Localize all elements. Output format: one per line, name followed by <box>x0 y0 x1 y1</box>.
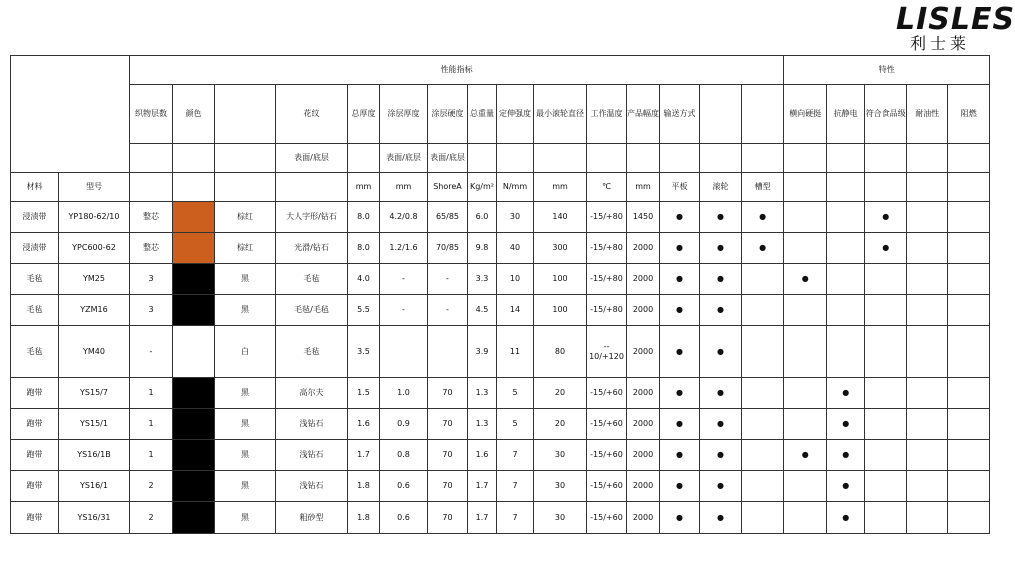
cell-coat-hardness: - <box>428 295 468 326</box>
cell-flame <box>948 295 990 326</box>
col-layers: 织物层数 <box>130 85 173 144</box>
unit-groove: 槽型 <box>742 173 784 202</box>
cell-coat-thickness: 0.6 <box>380 471 428 502</box>
cell-color-name: 黑 <box>215 502 276 534</box>
cell-coat-thickness: 4.2/0.8 <box>380 202 428 233</box>
cell-food <box>865 326 907 378</box>
cell-lateral <box>784 409 827 440</box>
cell-roller: ● <box>700 471 742 502</box>
cell-model: YS15/1 <box>59 409 130 440</box>
cell-roller: ● <box>700 440 742 471</box>
cell-pattern: 大人字形/钻石 <box>276 202 348 233</box>
cell-antistatic <box>827 295 865 326</box>
cell-flat: ● <box>660 202 700 233</box>
cell-total-thickness: 3.5 <box>348 326 380 378</box>
cell-total-weight: 3.3 <box>468 264 497 295</box>
cell-total-weight: 6.0 <box>468 202 497 233</box>
cell-antistatic: ● <box>827 378 865 409</box>
cell-flat: ● <box>660 502 700 534</box>
unit-work-temp: ℃ <box>587 173 627 202</box>
cell-material: 毛毡 <box>11 326 59 378</box>
cell-groove <box>742 326 784 378</box>
cell-total-thickness: 5.5 <box>348 295 380 326</box>
unit-coat-thickness: mm <box>380 173 428 202</box>
cell-oil <box>907 502 948 534</box>
cell-oil <box>907 409 948 440</box>
cell-roller: ● <box>700 378 742 409</box>
color-swatch <box>173 440 215 471</box>
cell-pattern: 高尔夫 <box>276 378 348 409</box>
brand-logo <box>896 2 1015 54</box>
cell-roller: ● <box>700 264 742 295</box>
unit-flat: 平板 <box>660 173 700 202</box>
group-features: 特性 <box>784 56 990 85</box>
cell-tensile: 7 <box>497 440 534 471</box>
cell-coat-thickness <box>380 326 428 378</box>
cell-min-roller: 30 <box>534 502 587 534</box>
cell-antistatic <box>827 202 865 233</box>
cell-total-weight: 1.3 <box>468 409 497 440</box>
cell-work-temp: -15/+60 <box>587 378 627 409</box>
cell-food: ● <box>865 202 907 233</box>
col-conveying-3 <box>742 85 784 144</box>
cell-coat-hardness: - <box>428 264 468 295</box>
cell-flat: ● <box>660 440 700 471</box>
table-row <box>11 378 990 409</box>
cell-total-thickness: 8.0 <box>348 233 380 264</box>
cell-antistatic: ● <box>827 440 865 471</box>
col-coat-thickness: 涂层厚度 <box>380 85 428 144</box>
cell-work-temp: -15/+80 <box>587 233 627 264</box>
sub-pattern: 表面/底层 <box>276 144 348 173</box>
col-coat-hardness: 涂层硬度 <box>428 85 468 144</box>
cell-width: 2000 <box>627 233 660 264</box>
table-row <box>11 409 990 440</box>
cell-lateral: ● <box>784 264 827 295</box>
cell-material: 毛毡 <box>11 295 59 326</box>
cell-width: 2000 <box>627 471 660 502</box>
cell-groove: ● <box>742 233 784 264</box>
cell-tensile: 5 <box>497 378 534 409</box>
col-tensile: 定伸强度 <box>497 85 534 144</box>
cell-material: 跑带 <box>11 409 59 440</box>
cell-min-roller: 30 <box>534 471 587 502</box>
color-swatch <box>173 233 215 264</box>
cell-lateral <box>784 378 827 409</box>
cell-pattern: 粗砂型 <box>276 502 348 534</box>
cell-flame <box>948 409 990 440</box>
cell-antistatic: ● <box>827 409 865 440</box>
cell-roller: ● <box>700 233 742 264</box>
cell-work-temp: -15/+60 <box>587 502 627 534</box>
cell-flame <box>948 502 990 534</box>
cell-oil <box>907 233 948 264</box>
cell-tensile: 7 <box>497 502 534 534</box>
cell-flat: ● <box>660 233 700 264</box>
cell-color-name: 黑 <box>215 295 276 326</box>
col-antistatic: 抗静电 <box>827 85 865 144</box>
cell-color-name: 黑 <box>215 471 276 502</box>
cell-coat-thickness: 0.6 <box>380 502 428 534</box>
cell-model: YM40 <box>59 326 130 378</box>
cell-color-name: 黑 <box>215 264 276 295</box>
cell-tensile: 5 <box>497 409 534 440</box>
table-row <box>11 471 990 502</box>
cell-antistatic <box>827 264 865 295</box>
cell-roller: ● <box>700 326 742 378</box>
cell-groove <box>742 440 784 471</box>
corner-cell <box>11 56 130 173</box>
cell-total-thickness: 1.7 <box>348 440 380 471</box>
unit-tensile: N/mm <box>497 173 534 202</box>
cell-material: 跑带 <box>11 440 59 471</box>
cell-food: ● <box>865 233 907 264</box>
cell-oil <box>907 471 948 502</box>
cell-tensile: 11 <box>497 326 534 378</box>
unit-total-thickness: mm <box>348 173 380 202</box>
cell-width: 2000 <box>627 326 660 378</box>
cell-layers: 整芯 <box>130 202 173 233</box>
cell-tensile: 10 <box>497 264 534 295</box>
cell-groove <box>742 471 784 502</box>
cell-layers: 3 <box>130 264 173 295</box>
cell-oil <box>907 264 948 295</box>
cell-flame <box>948 264 990 295</box>
cell-antistatic: ● <box>827 471 865 502</box>
cell-tensile: 7 <box>497 471 534 502</box>
cell-model: YZM16 <box>59 295 130 326</box>
cell-color-name: 黑 <box>215 440 276 471</box>
cell-flame <box>948 326 990 378</box>
cell-food <box>865 409 907 440</box>
cell-coat-hardness: 70 <box>428 409 468 440</box>
unit-coat-hardness: ShoreA <box>428 173 468 202</box>
cell-tensile: 40 <box>497 233 534 264</box>
cell-flame <box>948 471 990 502</box>
cell-coat-hardness: 70 <box>428 378 468 409</box>
cell-flame <box>948 202 990 233</box>
cell-flat: ● <box>660 471 700 502</box>
cell-model: YP180-62/10 <box>59 202 130 233</box>
col-color-name <box>215 85 276 144</box>
cell-groove: ● <box>742 202 784 233</box>
cell-min-roller: 300 <box>534 233 587 264</box>
color-swatch <box>173 295 215 326</box>
cell-roller: ● <box>700 202 742 233</box>
cell-flat: ● <box>660 326 700 378</box>
cell-layers: 2 <box>130 471 173 502</box>
color-swatch <box>173 326 215 378</box>
cell-width: 2000 <box>627 502 660 534</box>
color-swatch <box>173 502 215 534</box>
cell-lateral <box>784 326 827 378</box>
cell-material: 毛毡 <box>11 264 59 295</box>
cell-lateral <box>784 202 827 233</box>
table-row <box>11 233 990 264</box>
cell-flat: ● <box>660 264 700 295</box>
cell-antistatic: ● <box>827 502 865 534</box>
cell-food <box>865 295 907 326</box>
cell-layers: 整芯 <box>130 233 173 264</box>
cell-total-thickness: 1.5 <box>348 378 380 409</box>
col-total-weight: 总重量 <box>468 85 497 144</box>
cell-flame <box>948 233 990 264</box>
col-oil: 耐油性 <box>907 85 948 144</box>
cell-total-thickness: 1.8 <box>348 502 380 534</box>
sub-coat-thickness: 表面/底层 <box>380 144 428 173</box>
cell-work-temp: -15/+60 <box>587 440 627 471</box>
cell-material: 跑带 <box>11 471 59 502</box>
color-swatch <box>173 202 215 233</box>
cell-material: 浸渍带 <box>11 202 59 233</box>
cell-work-temp: -15/+80 <box>587 295 627 326</box>
cell-food <box>865 264 907 295</box>
cell-min-roller: 20 <box>534 409 587 440</box>
cell-layers: 1 <box>130 440 173 471</box>
cell-color-name: 黑 <box>215 409 276 440</box>
cell-lateral: ● <box>784 440 827 471</box>
col-total-thickness: 总厚度 <box>348 85 380 144</box>
cell-work-temp: -15/+80 <box>587 202 627 233</box>
cell-width: 2000 <box>627 295 660 326</box>
cell-total-weight: 9.8 <box>468 233 497 264</box>
cell-roller: ● <box>700 295 742 326</box>
cell-total-thickness: 1.6 <box>348 409 380 440</box>
logo-wordmark: LISLES <box>896 2 1015 37</box>
col-conveying: 输送方式 <box>660 85 700 144</box>
cell-layers: 2 <box>130 502 173 534</box>
cell-layers: 1 <box>130 409 173 440</box>
cell-model: YS16/1 <box>59 471 130 502</box>
logo-chinese-name: 利士莱 <box>910 34 971 53</box>
cell-material: 浸渍带 <box>11 233 59 264</box>
color-swatch <box>173 471 215 502</box>
cell-flat: ● <box>660 378 700 409</box>
cell-lateral <box>784 295 827 326</box>
cell-material: 跑带 <box>11 378 59 409</box>
cell-width: 2000 <box>627 378 660 409</box>
cell-coat-hardness <box>428 326 468 378</box>
unit-min-roller: mm <box>534 173 587 202</box>
cell-pattern: 浅钻石 <box>276 471 348 502</box>
cell-layers: - <box>130 326 173 378</box>
cell-flat: ● <box>660 295 700 326</box>
unit-model: 型号 <box>59 173 130 202</box>
cell-pattern: 毛毡 <box>276 264 348 295</box>
cell-total-weight: 1.3 <box>468 378 497 409</box>
cell-min-roller: 30 <box>534 440 587 471</box>
table-row <box>11 440 990 471</box>
cell-tensile: 14 <box>497 295 534 326</box>
cell-coat-thickness: - <box>380 264 428 295</box>
cell-roller: ● <box>700 502 742 534</box>
col-width: 产品幅度 <box>627 85 660 144</box>
table-row <box>11 202 990 233</box>
cell-width: 1450 <box>627 202 660 233</box>
cell-total-thickness: 4.0 <box>348 264 380 295</box>
unit-roller: 滚轮 <box>700 173 742 202</box>
cell-coat-hardness: 70/85 <box>428 233 468 264</box>
unit-width: mm <box>627 173 660 202</box>
cell-total-weight: 3.9 <box>468 326 497 378</box>
cell-coat-hardness: 70 <box>428 440 468 471</box>
cell-groove <box>742 378 784 409</box>
cell-color-name: 棕红 <box>215 202 276 233</box>
cell-total-weight: 1.7 <box>468 471 497 502</box>
cell-coat-hardness: 70 <box>428 502 468 534</box>
cell-total-weight: 1.7 <box>468 502 497 534</box>
color-swatch <box>173 409 215 440</box>
cell-min-roller: 80 <box>534 326 587 378</box>
cell-work-temp: -15/+60 <box>587 471 627 502</box>
cell-oil <box>907 295 948 326</box>
col-lateral: 横向硬挺 <box>784 85 827 144</box>
cell-antistatic <box>827 233 865 264</box>
cell-min-roller: 140 <box>534 202 587 233</box>
cell-model: YS16/31 <box>59 502 130 534</box>
cell-coat-thickness: 0.9 <box>380 409 428 440</box>
cell-model: YM25 <box>59 264 130 295</box>
cell-work-temp: -15/+80 <box>587 264 627 295</box>
col-conveying-2 <box>700 85 742 144</box>
col-food: 符合食品级 <box>865 85 907 144</box>
cell-oil <box>907 326 948 378</box>
table-row <box>11 264 990 295</box>
cell-color-name: 白 <box>215 326 276 378</box>
table-row <box>11 295 990 326</box>
cell-pattern: 浅钻石 <box>276 440 348 471</box>
cell-min-roller: 100 <box>534 295 587 326</box>
cell-model: YS15/7 <box>59 378 130 409</box>
cell-width: 2000 <box>627 440 660 471</box>
cell-total-thickness: 8.0 <box>348 202 380 233</box>
cell-width: 2000 <box>627 409 660 440</box>
cell-coat-hardness: 70 <box>428 471 468 502</box>
cell-oil <box>907 202 948 233</box>
unit-total-weight: Kg/m² <box>468 173 497 202</box>
cell-color-name: 棕红 <box>215 233 276 264</box>
cell-coat-thickness: 1.0 <box>380 378 428 409</box>
cell-pattern: 浅钻石 <box>276 409 348 440</box>
cell-coat-thickness: - <box>380 295 428 326</box>
col-min-roller: 最小滚轮直径 <box>534 85 587 144</box>
cell-material: 跑带 <box>11 502 59 534</box>
cell-lateral <box>784 233 827 264</box>
col-flame: 阻燃 <box>948 85 990 144</box>
col-pattern: 花纹 <box>276 85 348 144</box>
cell-groove <box>742 502 784 534</box>
col-color: 颜色 <box>173 85 215 144</box>
cell-tensile: 30 <box>497 202 534 233</box>
cell-oil <box>907 378 948 409</box>
unit-material: 材料 <box>11 173 59 202</box>
cell-food <box>865 378 907 409</box>
cell-coat-thickness: 1.2/1.6 <box>380 233 428 264</box>
cell-roller: ● <box>700 409 742 440</box>
cell-model: YPC600-62 <box>59 233 130 264</box>
cell-layers: 3 <box>130 295 173 326</box>
cell-coat-thickness: 0.8 <box>380 440 428 471</box>
cell-coat-hardness: 65/85 <box>428 202 468 233</box>
cell-model: YS16/1B <box>59 440 130 471</box>
cell-total-weight: 1.6 <box>468 440 497 471</box>
cell-lateral <box>784 502 827 534</box>
cell-groove <box>742 295 784 326</box>
cell-antistatic <box>827 326 865 378</box>
table-row <box>11 326 990 378</box>
cell-width: 2000 <box>627 264 660 295</box>
cell-layers: 1 <box>130 378 173 409</box>
cell-pattern: 毛毡/毛毡 <box>276 295 348 326</box>
color-swatch <box>173 264 215 295</box>
cell-lateral <box>784 471 827 502</box>
cell-flame <box>948 440 990 471</box>
cell-food <box>865 471 907 502</box>
cell-food <box>865 502 907 534</box>
col-work-temp: 工作温度 <box>587 85 627 144</box>
product-spec-table <box>10 55 990 534</box>
cell-flat: ● <box>660 409 700 440</box>
cell-groove <box>742 409 784 440</box>
cell-oil <box>907 440 948 471</box>
cell-work-temp: -15/+60 <box>587 409 627 440</box>
cell-food <box>865 440 907 471</box>
cell-pattern: 光滑/钻石 <box>276 233 348 264</box>
sub-coat-hardness: 表面/底层 <box>428 144 468 173</box>
table-row <box>11 502 990 534</box>
cell-min-roller: 100 <box>534 264 587 295</box>
cell-min-roller: 20 <box>534 378 587 409</box>
color-swatch <box>173 378 215 409</box>
cell-groove <box>742 264 784 295</box>
cell-work-temp: -- 10/+120 <box>587 326 627 378</box>
cell-color-name: 黑 <box>215 378 276 409</box>
cell-total-weight: 4.5 <box>468 295 497 326</box>
group-performance: 性能指标 <box>130 56 784 85</box>
cell-flame <box>948 378 990 409</box>
cell-pattern: 毛毡 <box>276 326 348 378</box>
cell-total-thickness: 1.8 <box>348 471 380 502</box>
